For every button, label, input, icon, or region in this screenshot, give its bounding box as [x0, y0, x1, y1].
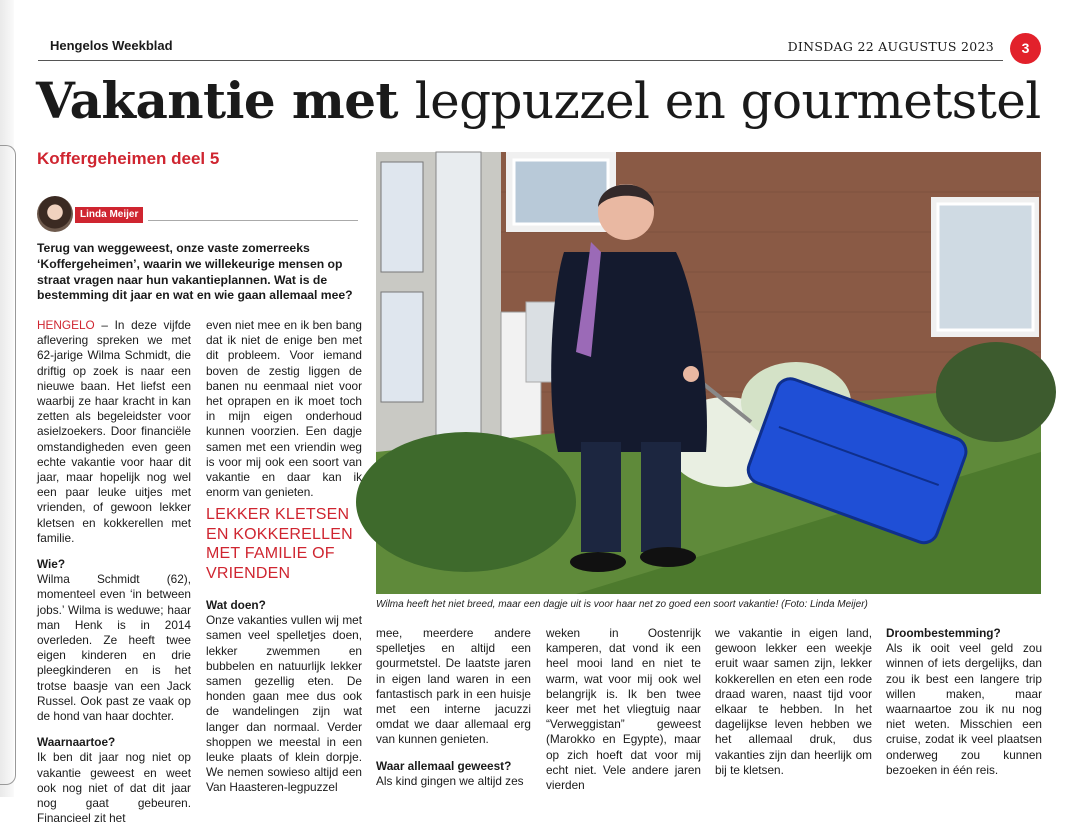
column-3 [376, 626, 531, 789]
question-wat-doen: Wat doen? [206, 598, 266, 612]
series-kicker: Koffergeheimen deel 5 [37, 149, 220, 168]
paragraph-col2: even niet mee en ik ben bang dat ik niet de enige ben met dit probleem. Voor iemand boven de zestig liggen de banen nu eenmaal niet voor het oprapen en ik moet toch in mijn eigen onderhoud kunnen voorzien. Een dagje samen met een vriendin weg is voor mij ook een soort van vakantie en daar kan ik enorm van genieten. [206, 318, 362, 500]
headline-light: legpuzzel en gourmetstel [414, 72, 1041, 130]
paragraph-opening: HENGELO – In deze vijfde aflevering spreken we met 62-jarige Wilma Schmidt, die driftig op zoek is naar een nieuwe baan. Het liefst een waarbij ze haar kracht in kan zetten als begeleidster voor asielzoekers. Door financiële omstandigheden even geen echte vakantie voor haar dit jaar, maar hopelijk nog wel een paar leuke uitjes met vrienden, of gewoon lekker kletsen en kokkerellen met familie. [37, 318, 191, 545]
page-side-tab [0, 145, 16, 785]
author-avatar [37, 196, 73, 232]
paragraph-waar-geweest: Als kind gingen we altijd zes [376, 773, 524, 788]
paragraph-wie: Wilma Schmidt (62), momenteel even ‘in between jobs.’ Wilma is weduwe; haar man Henk is in 2014 overleden. Ze heeft twee eigen kinderen en drie pleegkinderen en is het trotse baasje van een Jack Russel. Ook past ze vaak op de hond van haar dochter. [37, 572, 191, 724]
column-4 [546, 626, 701, 793]
question-wie: Wie? [37, 557, 66, 572]
paragraph-col3: mee, meerdere andere spelletjes en altijd een gourmetstel. De laatste jaren in eigen land waren in een fantastisch park in een huisje met een interne jacuzzi omdat we daar allemaal erg van kunnen genieten. [376, 626, 531, 747]
paragraph-droombestemming: Als ik ooit veel geld zou winnen of iets dergelijks, dan zou ik best een langere trip willen maken, maar waarnaartoe zou ik nu nog niet weten. Misschien een cruise, zodat ik veel plaatsen onderweg zou kunnen bezoeken in één reis. [886, 641, 1042, 777]
headline [36, 70, 1041, 132]
article-intro: Terug van weggeweest, onze vaste zomerreeks ‘Koffergeheimen’, waarin we willekeurige mensen op straat vragen naar hun vakantieplannen. Wat is de bestemming dit jaar en wat en wie gaan allemaal mee? [37, 241, 353, 303]
column-6 [886, 626, 1042, 778]
question-waar-geweest: Waar allemaal geweest? [376, 758, 512, 773]
paragraph-wat-doen: Onze vakanties vullen wij met samen veel spelletjes doen, lekker zwemmen en bubbelen en natuurlijk lekker samen gezellig eten. De honden gaan mee dus ook de wandelingen zijn wat langer dan normaal. Verder shoppen we meestal in een leuke plaats of klein dorpje. We nemen sowieso altijd een Van Haasteren-legpuzzel [206, 613, 362, 795]
newspaper-name: Hengelos Weekblad [50, 38, 173, 53]
column-2-bottom [206, 598, 362, 796]
dateline: HENGELO [37, 318, 95, 332]
pull-quote: LEKKER KLETSEN EN KOKKERELLEN MET FAMILIE OF VRIENDEN [206, 506, 353, 582]
header-rule [38, 60, 1003, 61]
paragraph-waarnaartoe: Ik ben dit jaar nog niet op vakantie geweest en weet ook nog niet of dat dit jaar nog gaat gebeuren. Financieel zit het [37, 750, 191, 826]
question-waarnaartoe: Waarnaartoe? [37, 735, 116, 750]
headline-bold: Vakantie met [36, 71, 398, 130]
column-5 [715, 626, 872, 778]
photo-caption: Wilma heeft het niet breed, maar een dagje uit is voor haar net zo goed een soort vakantie! (Foto: Linda Meijer) [376, 599, 868, 610]
column-1 [37, 318, 191, 827]
issue-date: DINSDAG 22 AUGUSTUS 2023 [787, 39, 994, 54]
author-byline: Linda Meijer [75, 207, 143, 223]
byline-rule [148, 220, 358, 221]
article-photo [376, 152, 1041, 594]
paragraph-col5: we vakantie in eigen land, gewoon lekker een weekje eruit waar samen zijn, lekker kokkerellen en eten een rode draad waren, naast tijd voor elkaar te hebben. In het dagelijkse leven hebben we het allemaal druk, dus vakanties zijn dan heerlijk om bij te kletsen. [715, 626, 872, 777]
photo-illustration [376, 152, 1041, 594]
paragraph-col4: weken in Oostenrijk kamperen, dat vond ik een heel mooi land en niet te warm, wat voor mij ook wel belangrijk is. Ik ben twee keer met het vliegtuig naar “Verweggistan” geweest (Marokko en Egypte), maar op zich hoeft dat voor mij echt niet. Vele andere jaren vierden [546, 626, 701, 793]
page-number-badge: 3 [1010, 33, 1041, 64]
column-2 [206, 318, 362, 500]
question-droombestemming: Droombestemming? [886, 626, 1001, 640]
